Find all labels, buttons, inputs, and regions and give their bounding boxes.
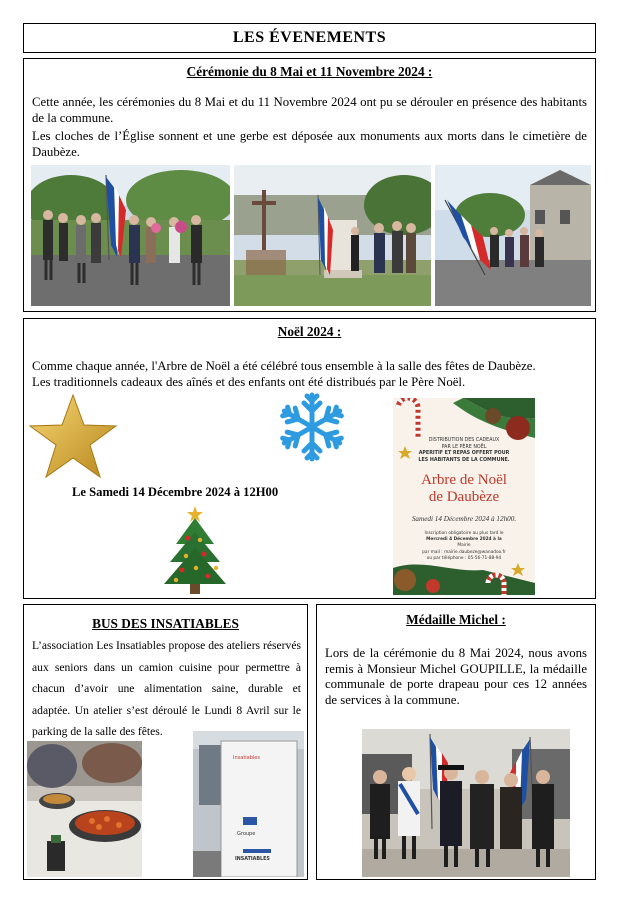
- gold-star-icon: [28, 393, 118, 479]
- ceremony-photo-procession: [435, 165, 591, 306]
- christmas-tree-icon: [160, 504, 230, 596]
- truck-label-2: Groupe: [237, 831, 256, 837]
- ceremony-section: [23, 58, 596, 312]
- page-title-box: [23, 23, 596, 53]
- bus-photo-truck: [193, 731, 304, 877]
- noel-date-line: Le Samedi 14 Décembre 2024 à 12H00: [72, 485, 279, 499]
- bus-photo-cooking: [27, 741, 142, 877]
- medaille-photo: [362, 729, 570, 877]
- page-title: LES ÉVENEMENTS: [232, 29, 387, 46]
- bus-heading: BUS DES INSATIABLES: [92, 616, 239, 631]
- poster-line-3: APERITIF ET REPAS OFFERT POUR: [418, 451, 510, 456]
- noel-heading: Noël 2024 :: [277, 324, 342, 339]
- ceremony-photo-gathering: [31, 165, 230, 306]
- poster-line-4: LES HABITANTS DE LA COMMUNE.: [418, 457, 510, 463]
- poster-info-3: Mairie: [457, 543, 471, 549]
- noel-paragraph-1: Comme chaque année, l'Arbre de Noël a été célébré tous ensemble à la salle des fêtes de Daubèze.: [32, 359, 536, 373]
- truck-label-1: Insatiables: [233, 755, 260, 761]
- ceremony-photo-monument: [234, 165, 431, 306]
- noel-section: [23, 318, 596, 599]
- bus-section: [23, 604, 308, 880]
- poster-info-1: Inscription obligatoire au plus tard le: [424, 531, 504, 536]
- poster-title-2: de Daubèze: [428, 489, 500, 505]
- poster-info-5: ou par téléphone : 05-56-71-88-94: [426, 555, 502, 561]
- poster-line-2: PAR LE PÈRE NOËL: [441, 444, 487, 450]
- medaille-section: [316, 604, 596, 880]
- poster-date: Samedi 14 Décembre 2024 à 12h00.: [411, 515, 517, 523]
- poster-title-1: Arbre de Noël: [421, 472, 507, 488]
- noel-poster: [393, 398, 535, 595]
- bus-text: L’association Les Insatiables propose des ateliers réservés aux seniors dans un camion cuisine pour permettre à chacun d’avoir une alimentation saine, durable et adaptée. Un atelier s’est déroulé le Lundi 8 Avril sur le parking de la salle des fêtes.: [32, 639, 301, 738]
- ceremony-paragraph-1: Cette année, les cérémonies du 8 Mai et du 11 Novembre 2024 ont pu se dérouler en présence des habitants de la commune.: [32, 95, 587, 125]
- snowflake-icon: [270, 392, 354, 462]
- poster-line-1: DISTRIBUTION DES CADEAUX: [428, 438, 500, 443]
- poster-info-2: Mercredi 4 Décembre 2024 à la: [426, 537, 502, 543]
- ceremony-heading: Cérémonie du 8 Mai et 11 Novembre 2024 :: [186, 64, 433, 79]
- poster-info-4: par mail : mairie.daubeze@wanadoo.fr: [422, 549, 506, 555]
- medaille-heading: Médaille Michel :: [406, 612, 506, 627]
- ceremony-paragraph-2: Les cloches de l’Église sonnent et une gerbe est déposée aux monuments aux morts dans le cimetière de Daubèze.: [32, 129, 587, 159]
- noel-paragraph-2: Les traditionnels cadeaux des aînés et des enfants ont été distribués par le Père Noël.: [32, 375, 466, 389]
- truck-label-3: INSATIABLES: [235, 857, 270, 862]
- medaille-text: Lors de la cérémonie du 8 Mai 2024, nous avons remis à Monsieur Michel GOUPILLE, la médaille communale de porte drapeau pour ces 12 années de services à la commune.: [325, 646, 587, 707]
